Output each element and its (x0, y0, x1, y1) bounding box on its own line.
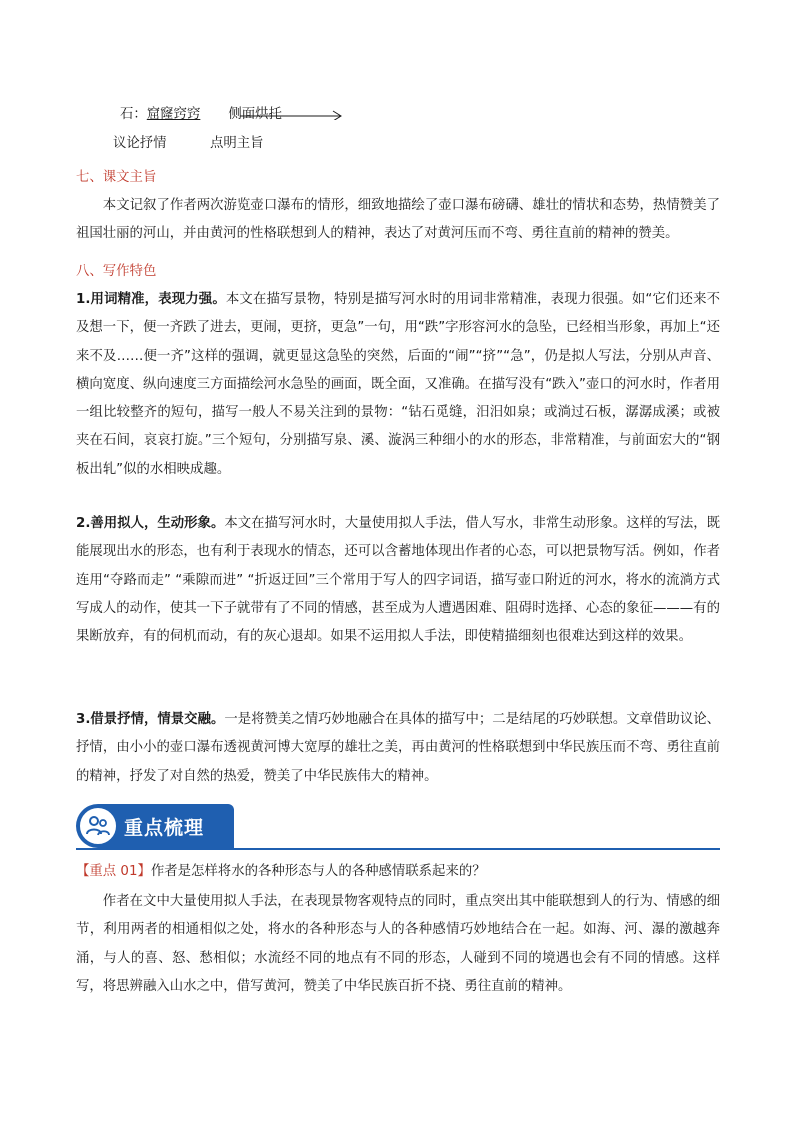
feature-3-title: 3.借景抒情，情景交融。 (76, 712, 225, 727)
section7-body: 本文记叙了作者两次游览壶口瀑布的情形，细致地描绘了壶口瀑布磅礴、雄壮的情状和态势，热情赞美了祖国壮丽的河山，并由黄河的性格联想到人的精神，表达了对黄河压而不弯、勇往直前的精神的赞美。 (76, 198, 720, 242)
feature-3-body: 一是将赞美之情巧妙地融合在具体的描写中；二是结尾的巧妙联想。文章借助议论、抒情，由小小的壶口瀑布透视黄河博大宽厚的雄壮之美，再由黄河的性格联想到中华民族压而不弯、勇往直前的精神，抒发了对自然的热爱，赞美了中华民族伟大的精神。 (76, 712, 721, 784)
key01-tag: 【重点 01】 (76, 864, 151, 879)
feature-1 (76, 286, 720, 484)
section8-heading: 八、写作特色 (76, 264, 157, 279)
arrow-icon (240, 106, 346, 120)
banner-title: 重点梳理 (124, 817, 205, 839)
feature-2 (76, 510, 720, 651)
key01-title (76, 862, 486, 882)
banner-rule (76, 848, 720, 850)
feature-2-body: 本文在描写河水时，大量使用拟人手法，借人写水，非常生动形象。这样的写法，既能展现出水的形态，也有利于表现水的情态，还可以含蓄地体现出作者的心态，可以把景物写活。例如，作者连用“夺路而走” “乘隙而进” “折返迂回”三个常用于写人的四字词语，描写壶口附近的河水，将水的流淌方式写成人的动作，使其一下子就带有了不同的情感，甚至成为人遭遇困难、阻碍时选择、心态的象征———有的果断放弃，有的伺机而动，有的灰心退却。如果不运用拟人手法，即使精描细刻也很难达到这样的效果。 (76, 516, 721, 645)
stone-label: 石： (120, 107, 147, 122)
stone-technique: 侧面烘托 (228, 107, 282, 122)
section7-heading: 七、课文主旨 (76, 170, 157, 185)
key01-question: 作者是怎样将水的各种形态与人的各种感情联系起来的？ (150, 864, 486, 879)
stone-words: 窟窿窍窍 (146, 107, 201, 122)
feature-3 (76, 706, 720, 791)
feature-1-body: 本文在描写景物，特别是描写河水时的用词非常精准，表现力很强。如“它们还来不及想一下，便一齐跌了进去，更闹，更挤，更急”一句，用“跌”字形容河水的急坠，已经相当形象，再加上“还来不及……便一齐”这样的强调，就更显这急坠的突然，后面的“闹”“挤”“急”，仍是拟人写法，分别从声音、横向宽度、纵向速度三方面描绘河水急坠的画面，既全面，又准确。在描写没有“跌入”壶口的河水时，作者用一组比较整齐的短句，描写一般人不易关注到的景物：“钻石觅缝，汨汨如泉；或淌过石板，潺潺成溪；或被夹在石间，哀哀打旋。”三个短句，分别描写泉、溪、漩涡三种细小的水的形态，非常精准，与前面宏大的“钢板出轧”似的水相映成趣。 (76, 292, 720, 477)
right-text: 点明主旨 (210, 136, 264, 151)
key-points-banner (76, 804, 234, 848)
feature-1-title: 1.用词精准，表现力强。 (76, 292, 226, 307)
left-text: 议论抒情 (113, 136, 167, 151)
feature-2-title: 2.善用拟人，生动形象。 (76, 516, 225, 531)
people-group-icon (78, 806, 118, 846)
key01-answer: 作者在文中大量使用拟人手法，在表现景物客观特点的同时，重点突出其中能联想到人的行为、情感的细节，利用两者的相通相似之处，将水的各种形态与人的各种感情巧妙地结合在一起。如海、河、瀑的激越奔涌，与人的喜、怒、愁相似；水流经不同的地点有不同的形态，人碰到不同的境遇也会有不同的情感。这样写，将思辨融入山水之中，借写黄河，赞美了中华民族百折不挠、勇往直前的精神。 (76, 894, 720, 994)
